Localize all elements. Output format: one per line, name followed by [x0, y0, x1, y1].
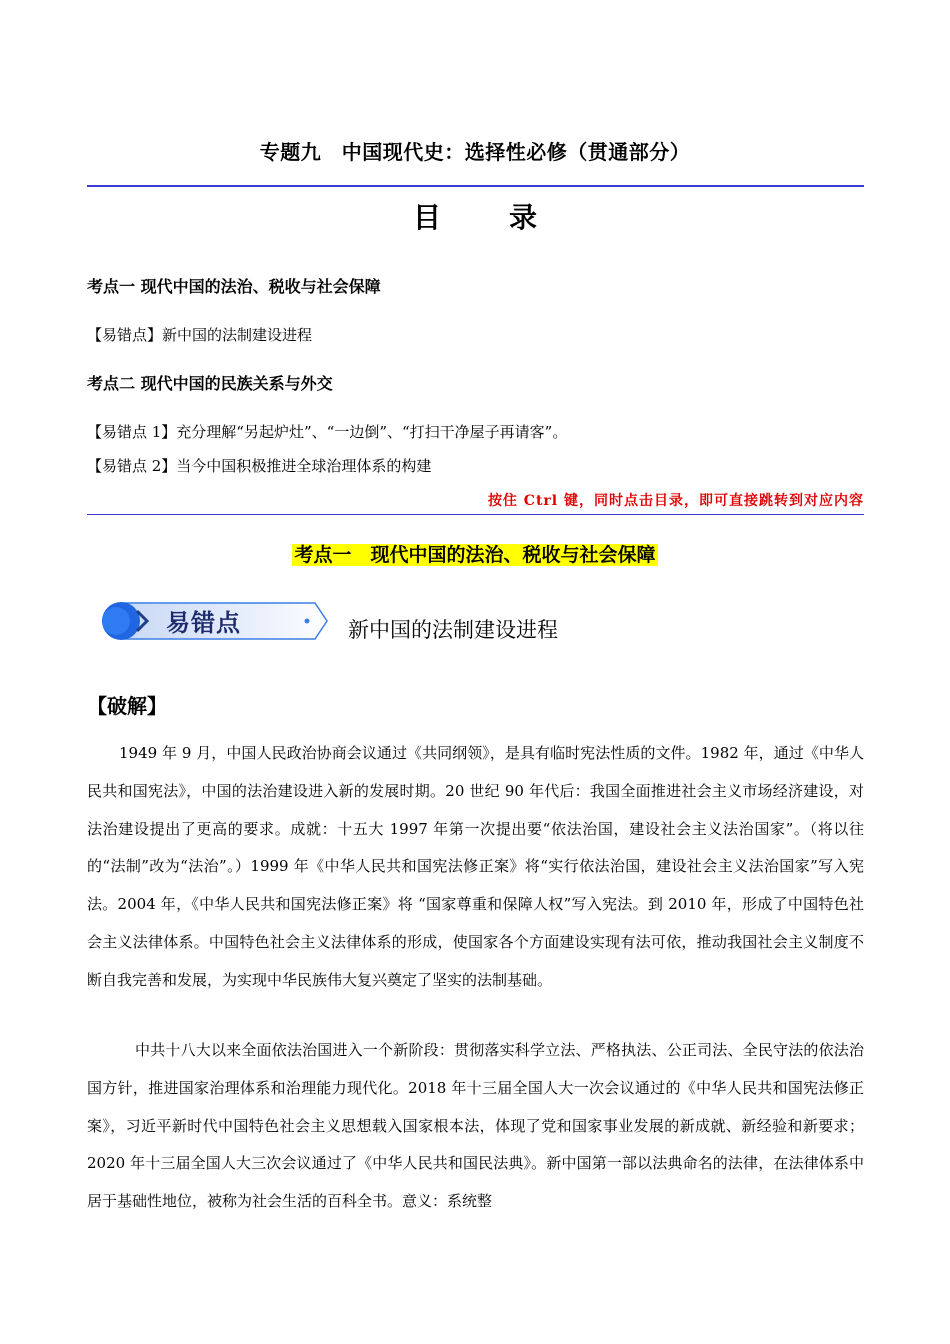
toc-link-topic-1-point[interactable]: 【易错点】新中国的法制建设进程 [87, 326, 313, 344]
badge-label: 易错点 [166, 609, 241, 637]
toc-entry-topic-2-point-2[interactable] [87, 455, 431, 476]
toc-divider [87, 514, 864, 515]
toc-link-topic-2-point-1[interactable]: 【易错点 1】充分理解“另起炉灶”、“一边倒”、“打扫干净屋子再请客”。 [87, 423, 568, 441]
error-point-title: 新中国的法制建设进程 [348, 618, 558, 642]
toc-link-topic-2[interactable]: 考点二 现代中国的民族关系与外交 [87, 374, 333, 393]
toc-entry-topic-2[interactable] [87, 371, 333, 394]
document-title: 专题九 中国现代史：选择性必修（贯通部分） [259, 140, 691, 164]
analysis-paragraph: 中共十八大以来全面依法治国进入一个新阶段：贯彻落实科学立法、严格执法、公正司法、全民守法的依法治国方针，推进国家治理体系和治理能力现代化。2018 年十三届全国人大一次会议通过的《中华人民共和国宪法修正案》，习近平新时代中国特色社会主义思想载入国家根本法，体现了党和国家事业发展的新成就、新经验和新要求；2020 年十三届全国人大三次会议通过了《中华人民共和国民法典》。新中国第一部以法典命名的法律，在法律体系中居于基础性地位，被称为社会生活的百科全书。意义：系统整 [87, 1041, 864, 1211]
toc-link-topic-2-point-2[interactable]: 【易错点 2】当今中国积极推进全球治理体系的构建 [87, 457, 432, 475]
navigation-hint: 按住 Ctrl 键，同时点击目录，即可直接跳转到对应内容 [487, 493, 864, 509]
analysis-heading: 【破解】 [87, 694, 167, 718]
toc-entry-topic-2-point-1[interactable] [87, 421, 567, 442]
analysis-paragraph: 1949 年 9 月，中国人民政治协商会议通过《共同纲领》，是具有临时宪法性质的文件。1982 年，通过《中华人民共和国宪法》，中国的法治建设进入新的发展时期。20 世纪 90 年代后：我国全面推进社会主义市场经济建设，对法治建设提出了更高的要求。成就：十五大 1997 年第一次提出要“依法治国，建设社会主义法治国家”。（将以往的“法制”改为“法治”。）1999 年《中华人民共和国宪法修正案》将“实行依法治国，建设社会主义法治国家”写入宪法。2004 年，《中华人民共和国宪法修正案》将 “国家尊重和保障人权”写入宪法。到 2010 年，形成了中国特色社会主义法律体系。中国特色社会主义法律体系的形成，使国家各个方面建设实现有法可依，推动我国社会主义制度不断自我完善和发展，为实现中华民族伟大复兴奠定了坚实的法制基础。 [87, 744, 864, 989]
toc-entry-topic-1-point[interactable] [87, 324, 312, 345]
toc-heading: 目 录 [412, 201, 557, 234]
toc-entry-topic-1[interactable] [87, 274, 381, 297]
section-title-text: 考点一 现代中国的法治、税收与社会保障 [294, 544, 656, 566]
title-divider [87, 185, 864, 187]
section-title [0, 540, 950, 567]
toc-link-topic-1[interactable]: 考点一 现代中国的法治、税收与社会保障 [87, 277, 381, 296]
